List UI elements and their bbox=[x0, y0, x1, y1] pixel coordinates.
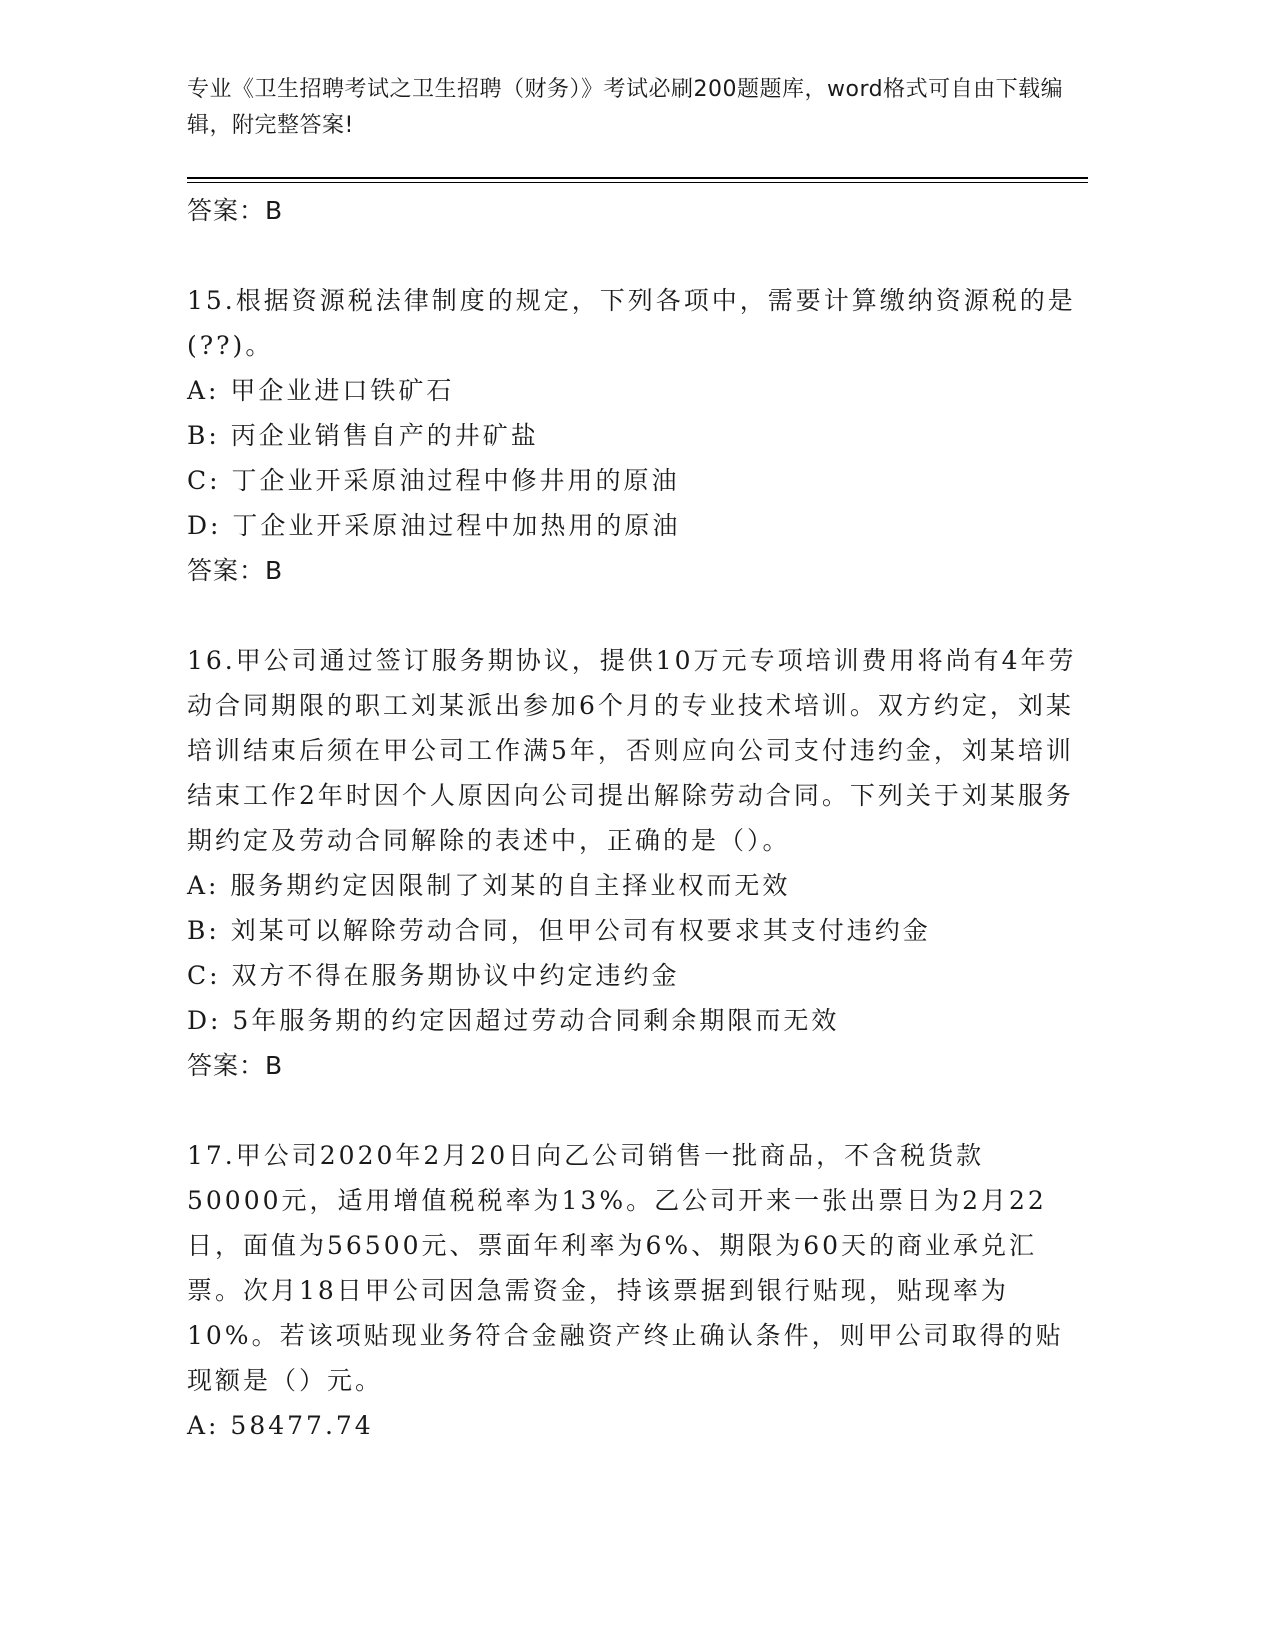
question-text: 17.甲公司2020年2月20日向乙公司销售一批商品，不含税货款50000元，适用增值税税率为13%。乙公司开来一张出票日为2月22日，面值为56500元、票面年利率为6%、期限为60天的商业承兑汇票。次月18日甲公司因急需资金，持该票据到银行贴现，贴现率为10%。若该项贴现业务符合金融资产终止确认条件，则甲公司取得的贴现额是（）元。 bbox=[187, 1141, 1064, 1395]
header-divider-thin bbox=[187, 182, 1088, 183]
option-b: B: 丙企业销售自产的井矿盐 bbox=[187, 421, 539, 450]
option-a: A: 58477.74 bbox=[187, 1411, 374, 1440]
option-d: D: 丁企业开采原油过程中加热用的原油 bbox=[187, 511, 681, 540]
question-17 bbox=[187, 1133, 1077, 1448]
page-header: 专业《卫生招聘考试之卫生招聘（财务）》考试必刷200题题库，word格式可自由下载编辑，附完整答案! bbox=[187, 77, 1064, 138]
option-c: C: 丁企业开采原油过程中修井用的原油 bbox=[187, 466, 680, 495]
option-d: D: 5年服务期的约定因超过劳动合同剩余期限而无效 bbox=[187, 1006, 840, 1035]
option-b: B: 刘某可以解除劳动合同，但甲公司有权要求其支付违约金 bbox=[187, 916, 931, 945]
option-a: A: 甲企业进口铁矿石 bbox=[187, 376, 455, 405]
exam-content bbox=[187, 188, 1077, 1448]
question-15 bbox=[187, 278, 1077, 548]
spacer bbox=[187, 1088, 1077, 1133]
header-divider-thick bbox=[187, 177, 1088, 179]
spacer bbox=[187, 233, 1077, 278]
question-text: 15.根据资源税法律制度的规定，下列各项中，需要计算缴纳资源税的是(??)。 bbox=[187, 286, 1076, 360]
question-text: 16.甲公司通过签订服务期协议，提供10万元专项培训费用将尚有4年劳动合同期限的职工刘某派出参加6个月的专业技术培训。双方约定，刘某培训结束后须在甲公司工作满5年，否则应向公司支付违约金，刘某培训结束工作2年时因个人原因向公司提出解除劳动合同。下列关于刘某服务期约定及劳动合同解除的表述中，正确的是（）。 bbox=[187, 646, 1077, 855]
question-16 bbox=[187, 638, 1077, 1043]
answer-line: 答案：B bbox=[187, 556, 284, 585]
option-a: A: 服务期约定因限制了刘某的自主择业权而无效 bbox=[187, 871, 791, 900]
answer-line: 答案：B bbox=[187, 196, 284, 225]
spacer bbox=[187, 593, 1077, 638]
answer-line: 答案：B bbox=[187, 1051, 284, 1080]
option-c: C: 双方不得在服务期协议中约定违约金 bbox=[187, 961, 680, 990]
